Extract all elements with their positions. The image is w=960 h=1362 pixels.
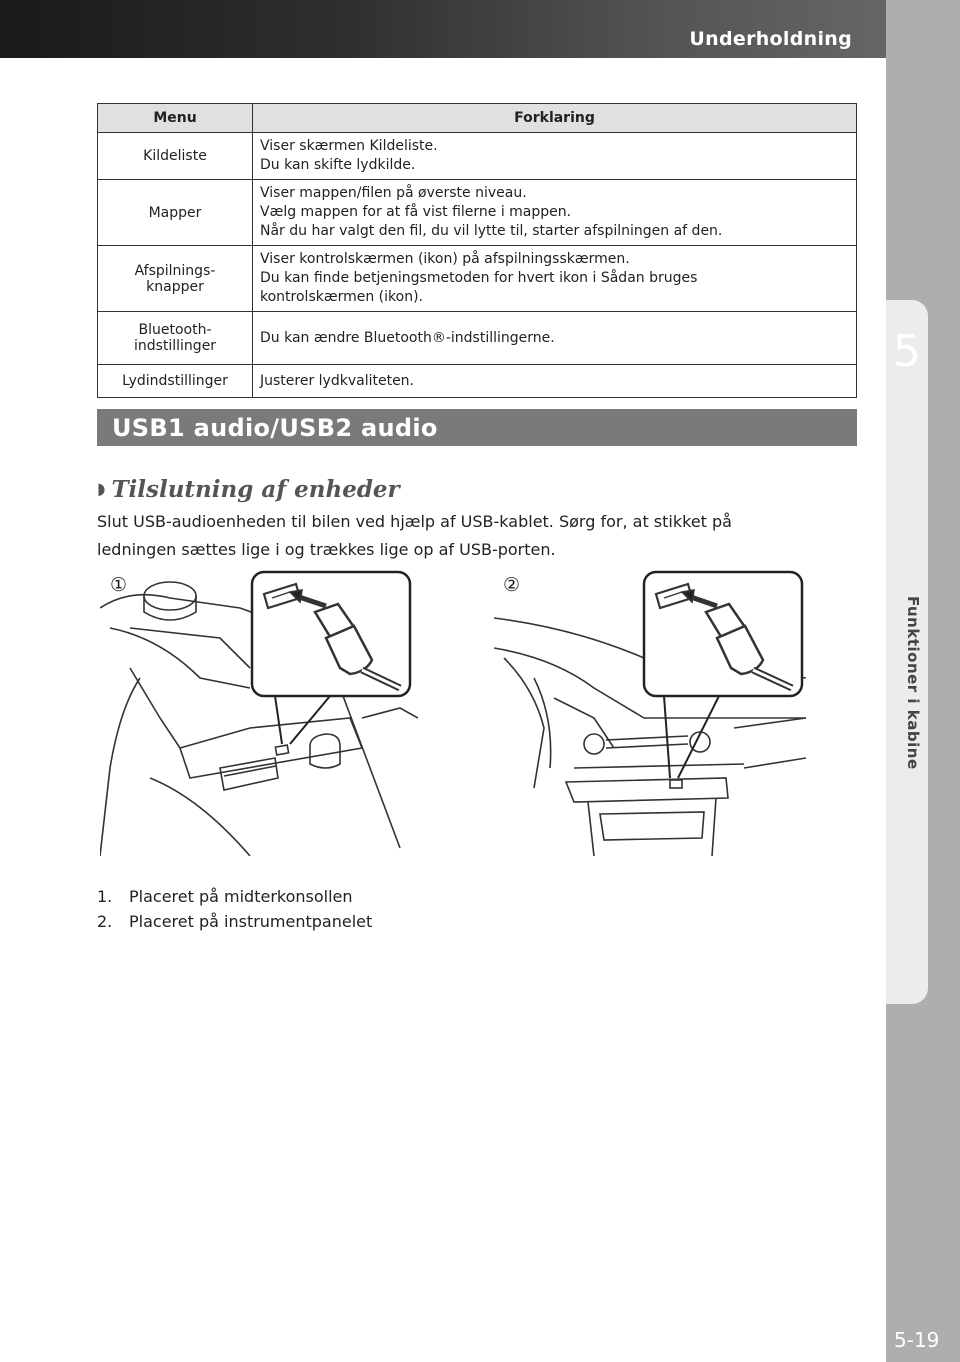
table-row [98, 180, 857, 246]
table-cell-menu: Bluetooth- indstillinger [98, 312, 253, 365]
table-row [98, 246, 857, 312]
table-row [98, 312, 857, 365]
chapter-title: Underholdning [689, 28, 852, 50]
table-cell-explanation: Du kan ændre Bluetooth®-indstillingerne. [253, 312, 857, 365]
body-paragraph: Slut USB-audioenheden til bilen ved hjælp af USB-kablet. Sørg for, at stikket på ledningen sættes lige i og trækkes lige op af USB-porten. [97, 512, 732, 559]
table-row [98, 365, 857, 398]
list-item: 1. Placeret på midterkonsollen [97, 887, 353, 906]
menu-table [97, 103, 857, 398]
table-cell-menu: Mapper [98, 180, 253, 246]
subsection-title: Tilslutning af enheder [111, 476, 400, 503]
section-title: USB1 audio/USB2 audio [112, 414, 438, 442]
usb-center-console-illustration [100, 568, 418, 856]
figure-label-1: ① [110, 574, 128, 596]
list-item: 2. Placeret på instrumentpanelet [97, 912, 373, 931]
subsection-heading [97, 476, 400, 503]
table-cell-menu: Kildeliste [98, 133, 253, 180]
table-cell-explanation: Viser skærmen Kildeliste. Du kan skifte lydkilde. [253, 133, 857, 180]
usb-instrument-panel-illustration [494, 568, 806, 856]
table-header-row [98, 104, 857, 133]
subsection-marker-icon: ◗ [97, 479, 106, 498]
table-cell-explanation: Viser mappen/filen på øverste niveau. Vælg mappen for at få vist filerne i mappen. Når du har valgt den fil, du vil lytte til, starter afspilningen af den. [253, 180, 857, 246]
figure-captions [97, 884, 372, 934]
chapter-tab-label: Funktioner i kabine [904, 596, 922, 770]
table-cell-menu: Lydindstillinger [98, 365, 253, 398]
table-cell-explanation: Viser kontrolskærmen (ikon) på afspilningsskærmen. Du kan finde betjeningsmetoden for hvert ikon i Sådan bruges kontrolskærmen (ikon). [253, 246, 857, 312]
chapter-number: 5 [893, 326, 921, 377]
table-row [98, 133, 857, 180]
table-cell-menu: Afspilnings- knapper [98, 246, 253, 312]
table-header-explanation: Forklaring [253, 104, 857, 133]
table-cell-explanation: Justerer lydkvaliteten. [253, 365, 857, 398]
page-number: 5-19 [894, 1328, 940, 1352]
table-header-menu: Menu [98, 104, 253, 133]
figure-label-2: ② [503, 574, 521, 596]
